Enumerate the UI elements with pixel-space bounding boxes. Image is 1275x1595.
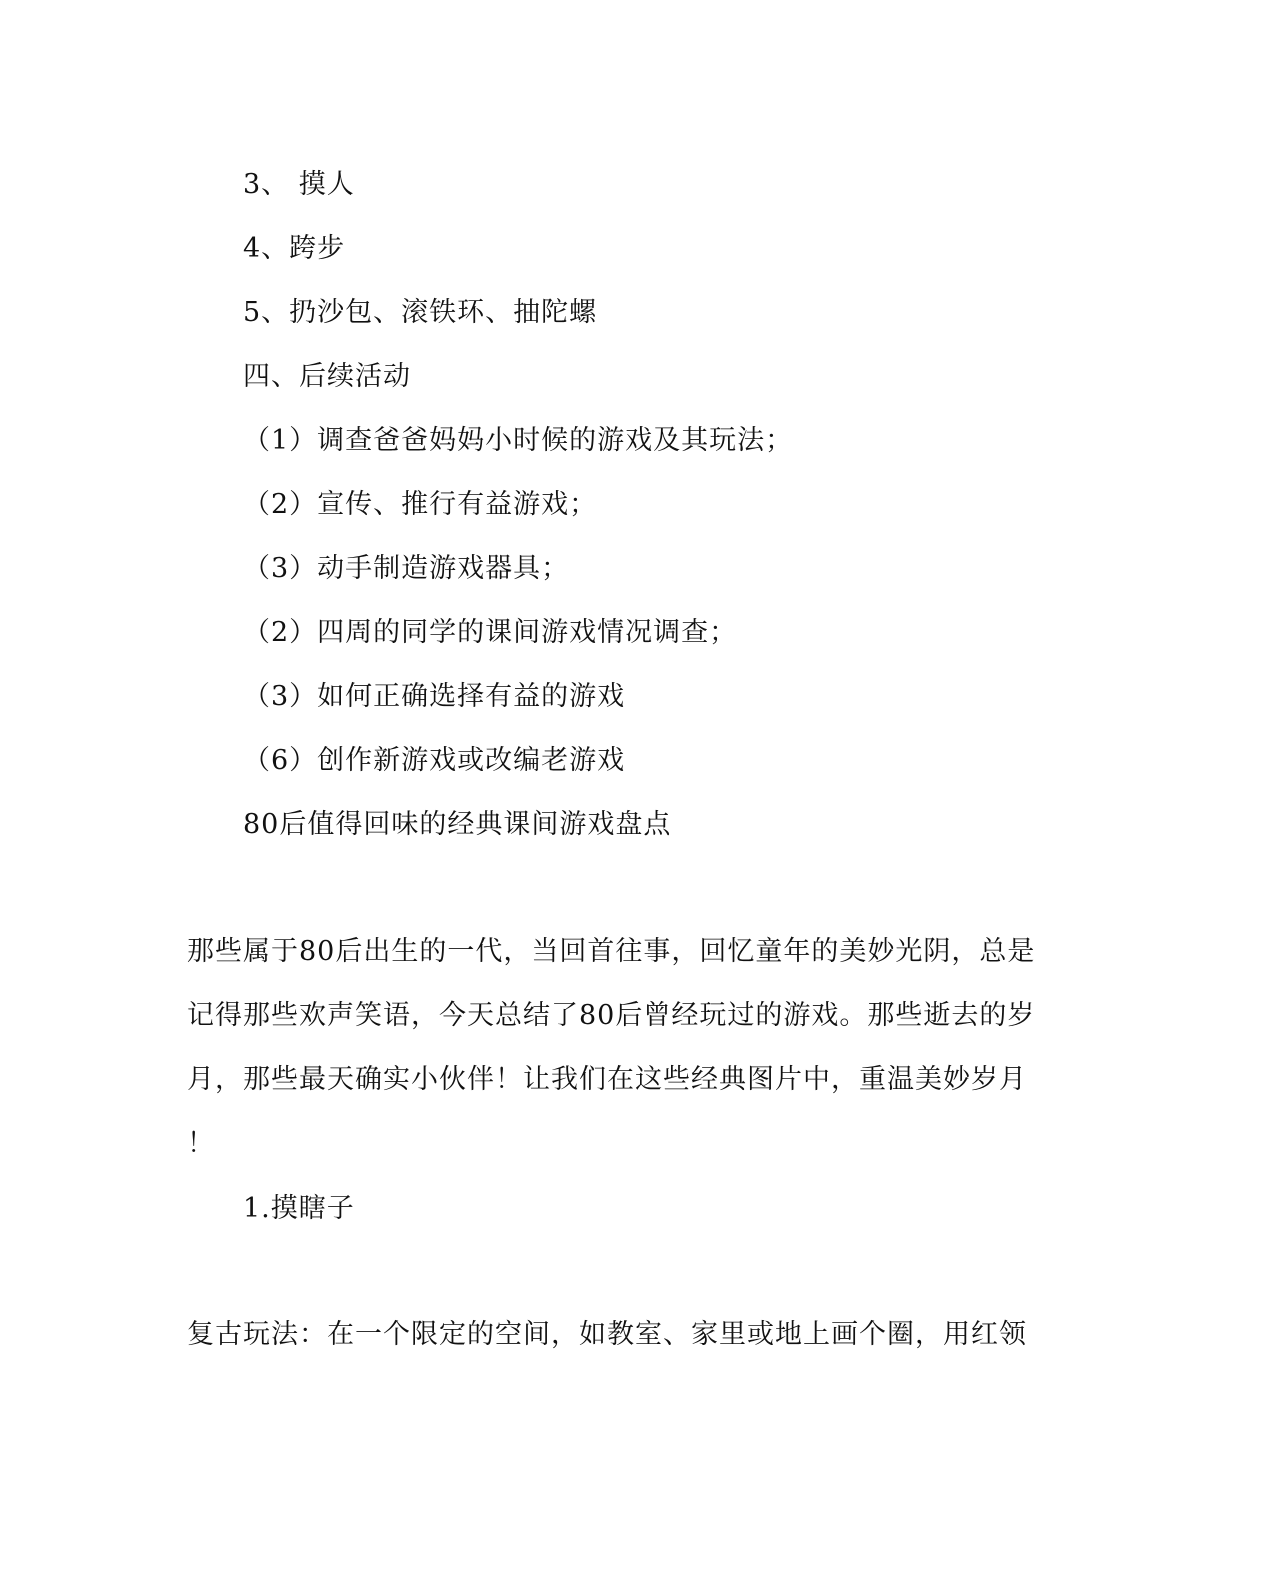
intro-line-1: 那些属于80后出生的一代，当回首往事，回忆童年的美妙光阴，总是 (187, 936, 1036, 967)
sub-item-5: （3）如何正确选择有益的游戏 (243, 681, 626, 712)
list-item-4: 4、跨步 (243, 233, 346, 264)
list-item-5: 5、扔沙包、滚铁环、抽陀螺 (243, 297, 598, 328)
sub-item-4: （2）四周的同学的课间游戏情况调查； (243, 617, 738, 648)
sub-item-3: （3）动手制造游戏器具； (243, 553, 570, 584)
intro-line-2: 记得那些欢声笑语，今天总结了80后曾经玩过的游戏。那些逝去的岁 (187, 1000, 1036, 1031)
sub-item-2: （2）宣传、推行有益游戏； (243, 489, 598, 520)
section-heading-followup: 四、后续活动 (243, 361, 411, 392)
intro-line-4: ！ (187, 1128, 215, 1159)
game1-rules-line: 复古玩法：在一个限定的空间，如教室、家里或地上画个圈，用红领 (187, 1319, 1027, 1350)
sub-item-1: （1）调查爸爸妈妈小时候的游戏及其玩法； (243, 425, 794, 456)
intro-line-3: 月，那些最天确实小伙伴！让我们在这些经典图片中，重温美妙岁月 (187, 1064, 1027, 1095)
article-title: 80后值得回味的经典课间游戏盘点 (243, 809, 672, 840)
game1-heading: 1.摸瞎子 (243, 1193, 355, 1224)
sub-item-6: （6）创作新游戏或改编老游戏 (243, 745, 626, 776)
list-item-3: 3、 摸人 (243, 169, 355, 200)
